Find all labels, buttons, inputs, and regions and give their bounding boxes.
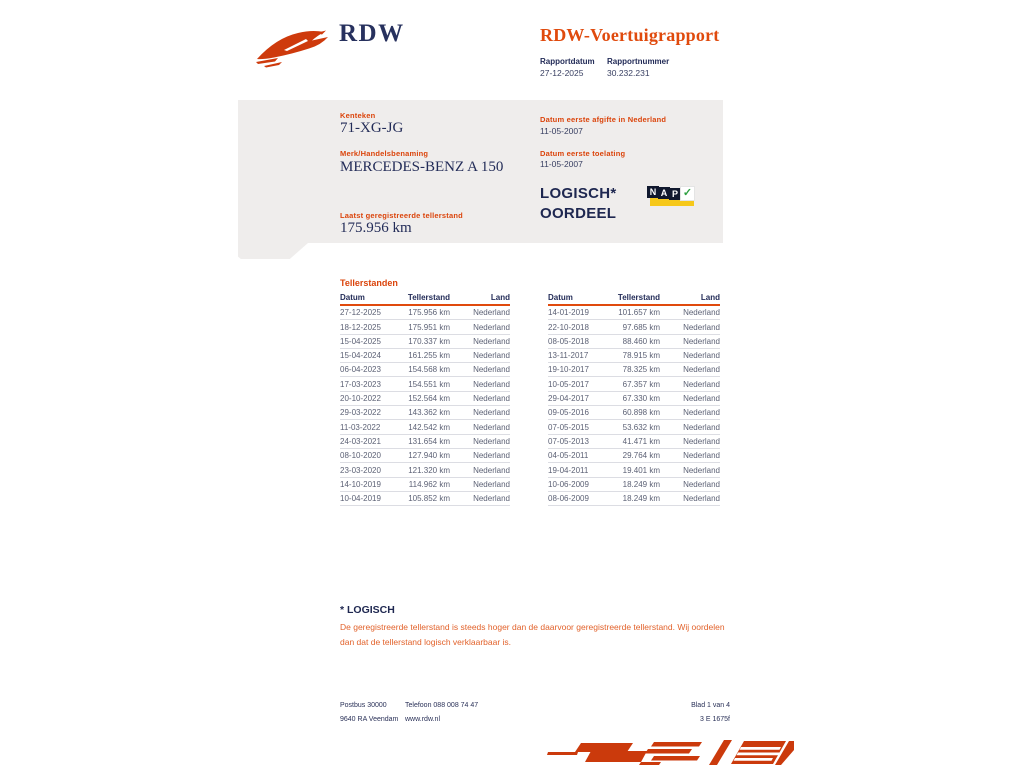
table-row (548, 406, 720, 420)
column-header-land: Land (490, 293, 510, 302)
cell-datum: 13-11-2017 (548, 351, 589, 361)
cell-land: Nederland (683, 436, 720, 446)
table-row (340, 449, 510, 463)
cell-datum: 19-10-2017 (548, 365, 589, 375)
cell-land: Nederland (473, 408, 510, 418)
cell-tellerstand: 101.657 km (618, 308, 660, 318)
cell-tellerstand: 18.249 km (622, 494, 660, 504)
cell-datum: 14-10-2019 (340, 479, 381, 489)
cell-datum: 08-10-2020 (340, 451, 381, 461)
cell-land: Nederland (473, 365, 510, 375)
table-row (340, 478, 510, 492)
cell-datum: 17-03-2023 (340, 379, 381, 389)
eerste-afgifte-label: Datum eerste afgifte in Nederland (540, 115, 667, 124)
cell-datum: 23-03-2020 (340, 465, 381, 475)
table-row (548, 435, 720, 449)
cell-land: Nederland (683, 322, 720, 332)
cell-tellerstand: 67.357 km (622, 379, 660, 389)
table-row (340, 492, 510, 506)
nap-letter-a: A (658, 187, 670, 199)
cell-tellerstand: 154.551 km (408, 379, 450, 389)
oordeel-line2: OORDEEL (540, 205, 617, 222)
odometer-table-right (548, 291, 720, 506)
cell-tellerstand: 97.685 km (622, 322, 660, 332)
cell-tellerstand: 19.401 km (622, 465, 660, 475)
cell-tellerstand: 41.471 km (622, 436, 660, 446)
cell-datum: 18-12-2025 (340, 322, 381, 332)
cell-datum: 10-05-2017 (548, 379, 589, 389)
cell-land: Nederland (683, 308, 720, 318)
table-row (548, 420, 720, 434)
page-title: RDW-Voertuigrapport (540, 25, 720, 45)
cell-land: Nederland (683, 451, 720, 461)
column-header-datum: Datum (340, 293, 365, 302)
cell-land: Nederland (473, 322, 510, 332)
table-row (548, 392, 720, 406)
cell-land: Nederland (683, 494, 720, 504)
table-row (340, 349, 510, 363)
nap-checkmark-icon: ✓ (682, 187, 693, 199)
odometer-table-left (340, 291, 510, 506)
cell-tellerstand: 53.632 km (622, 422, 660, 432)
cell-datum: 22-10-2018 (548, 322, 589, 332)
cell-tellerstand: 78.325 km (622, 365, 660, 375)
table-row (340, 306, 510, 320)
table-row (340, 435, 510, 449)
table-row (340, 363, 510, 377)
merk-value: MERCEDES-BENZ A 150 (340, 159, 504, 175)
cell-land: Nederland (683, 465, 720, 475)
cell-land: Nederland (473, 336, 510, 346)
table-row (340, 335, 510, 349)
footer-form-code: 3 E 1675f (700, 716, 730, 723)
table-row (340, 463, 510, 477)
wing-stripes-decoration (538, 737, 794, 768)
oordeel-text (540, 184, 617, 224)
cell-land: Nederland (473, 394, 510, 404)
cell-tellerstand: 161.255 km (408, 351, 450, 361)
eerste-afgifte-value: 11-05-2007 (540, 126, 583, 136)
report-number-label: Rapportnummer (607, 57, 670, 66)
column-header-tellerstand: Tellerstand (407, 293, 450, 302)
table-row (548, 449, 720, 463)
nap-letter-p: P (669, 188, 681, 200)
cell-tellerstand: 60.898 km (622, 408, 660, 418)
merk-label: Merk/Handelsbenaming (340, 149, 429, 158)
cell-tellerstand: 105.852 km (408, 494, 450, 504)
cell-datum: 07-05-2013 (548, 436, 589, 446)
cell-tellerstand: 67.330 km (622, 394, 660, 404)
kenteken-value: 71-XG-JG (340, 120, 404, 136)
table-row (548, 349, 720, 363)
cell-land: Nederland (683, 394, 720, 404)
cell-land: Nederland (683, 365, 720, 375)
cell-datum: 11-03-2022 (340, 422, 381, 432)
cell-datum: 29-03-2022 (340, 408, 381, 418)
nap-logo (646, 184, 698, 210)
footnote-text: De geregistreerde tellerstand is steeds hoger dan de daarvoor geregistreerde tellerstand. Wij oordelen dan dat de tellerstand logisch verklaarbaar is. (340, 622, 725, 647)
cell-land: Nederland (683, 336, 720, 346)
cell-datum: 08-06-2009 (548, 494, 589, 504)
cell-tellerstand: 29.764 km (622, 451, 660, 461)
cell-datum: 29-04-2017 (548, 394, 589, 404)
cell-datum: 19-04-2011 (548, 465, 589, 475)
footer-website-link[interactable]: www.rdw.nl (405, 716, 441, 723)
cell-land: Nederland (473, 351, 510, 361)
cell-land: Nederland (683, 479, 720, 489)
cell-land: Nederland (473, 422, 510, 432)
cell-land: Nederland (473, 494, 510, 504)
cell-datum: 10-06-2009 (548, 479, 589, 489)
report-date-label: Rapportdatum (540, 57, 595, 66)
rdw-eagle-logo-icon (254, 24, 334, 70)
cell-datum: 14-01-2019 (548, 308, 589, 318)
cell-datum: 07-05-2015 (548, 422, 589, 432)
cell-tellerstand: 114.962 km (408, 479, 450, 489)
table-row (340, 320, 510, 334)
cell-datum: 20-10-2022 (340, 394, 381, 404)
cell-datum: 15-04-2024 (340, 351, 381, 361)
cell-land: Nederland (473, 479, 510, 489)
footer-phone: Telefoon 088 008 74 47 (405, 702, 479, 709)
kenteken-label: Kenteken (340, 111, 376, 120)
table-row (340, 392, 510, 406)
cell-datum: 04-05-2011 (548, 451, 589, 461)
cell-land: Nederland (683, 408, 720, 418)
cell-tellerstand: 152.564 km (408, 394, 450, 404)
cell-datum: 09-05-2016 (548, 408, 589, 418)
cell-tellerstand: 121.320 km (408, 465, 450, 475)
eerste-toelating-value: 11-05-2007 (540, 159, 583, 169)
eerste-toelating-label: Datum eerste toelating (540, 149, 626, 158)
cell-land: Nederland (473, 308, 510, 318)
table-row (548, 363, 720, 377)
cell-land: Nederland (473, 451, 510, 461)
laatste-tellerstand-value: 175.956 km (340, 220, 412, 236)
cell-tellerstand: 127.940 km (408, 451, 450, 461)
cell-tellerstand: 175.956 km (408, 308, 450, 318)
cell-tellerstand: 175.951 km (408, 322, 450, 332)
cell-tellerstand: 18.249 km (622, 479, 660, 489)
table-row (340, 377, 510, 391)
column-header-datum: Datum (548, 293, 573, 302)
cell-tellerstand: 142.542 km (408, 422, 450, 432)
nap-letter-n: N (647, 186, 659, 198)
odometer-table-header (548, 291, 720, 306)
table-row (548, 335, 720, 349)
footer-address-line2: 9640 RA Veendam (340, 716, 399, 723)
cell-datum: 27-12-2025 (340, 308, 381, 318)
table-row (340, 406, 510, 420)
table-row (548, 463, 720, 477)
cell-tellerstand: 131.654 km (408, 436, 450, 446)
table-row (548, 377, 720, 391)
cell-land: Nederland (683, 379, 720, 389)
cell-datum: 06-04-2023 (340, 365, 381, 375)
cell-land: Nederland (473, 465, 510, 475)
table-row (548, 492, 720, 506)
vehicle-summary-card-tail (238, 243, 308, 259)
report-date-value: 27-12-2025 (540, 68, 584, 78)
cell-datum: 10-04-2019 (340, 494, 381, 504)
table-row (548, 478, 720, 492)
cell-tellerstand: 88.460 km (622, 336, 660, 346)
column-header-tellerstand: Tellerstand (617, 293, 660, 302)
cell-datum: 24-03-2021 (340, 436, 381, 446)
footnote-title: * LOGISCH (340, 604, 395, 616)
cell-tellerstand: 78.915 km (622, 351, 660, 361)
oordeel-line1: LOGISCH* (540, 185, 617, 202)
odometer-table-header (340, 291, 510, 306)
table-row (340, 420, 510, 434)
laatste-tellerstand-label: Laatst geregistreerde tellerstand (340, 211, 463, 220)
cell-datum: 15-04-2025 (340, 336, 381, 346)
cell-land: Nederland (683, 422, 720, 432)
cell-tellerstand: 143.362 km (408, 408, 450, 418)
footer-address-line1: Postbus 30000 (340, 702, 387, 709)
cell-land: Nederland (683, 351, 720, 361)
column-header-land: Land (700, 293, 720, 302)
cell-tellerstand: 170.337 km (408, 336, 450, 346)
cell-datum: 08-05-2018 (548, 336, 589, 346)
cell-tellerstand: 154.568 km (408, 365, 450, 375)
table-row (548, 306, 720, 320)
report-number-value: 30.232.231 (607, 68, 650, 78)
cell-land: Nederland (473, 436, 510, 446)
footer-page-number: Blad 1 van 4 (691, 702, 730, 709)
tellerstanden-section-title: Tellerstanden (340, 278, 398, 288)
table-row (548, 320, 720, 334)
cell-land: Nederland (473, 379, 510, 389)
rdw-logo-wordmark: RDW (339, 20, 405, 47)
